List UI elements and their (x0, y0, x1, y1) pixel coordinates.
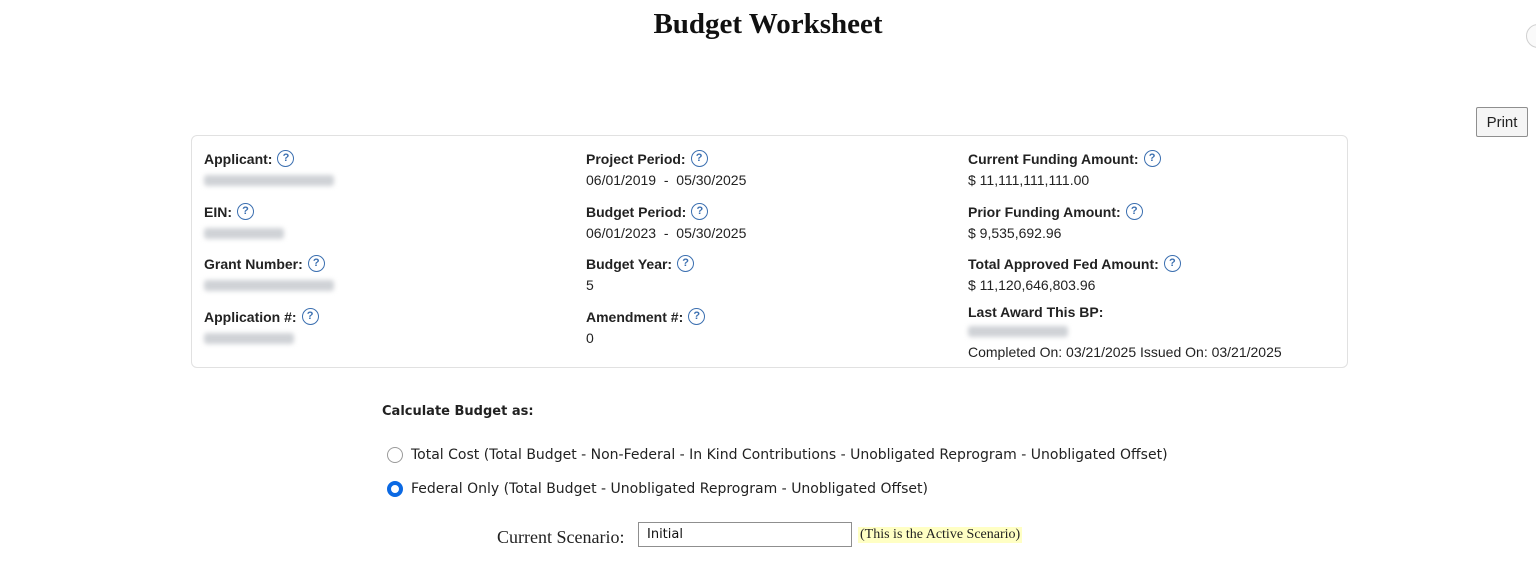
last-award-field (968, 304, 1282, 360)
budget-year-value: 5 (586, 277, 594, 293)
print-button[interactable]: Print (1476, 107, 1528, 137)
radio-unselected-icon[interactable] (387, 447, 403, 463)
redacted-last-award-value (968, 326, 1068, 337)
amendment-number-label: Amendment #: (586, 308, 684, 325)
total-approved-label: Total Approved Fed Amount: (968, 255, 1159, 272)
prior-funding-label: Prior Funding Amount: (968, 203, 1121, 220)
grant-info-panel (191, 135, 1348, 368)
prior-funding-value: $ 9,535,692.96 (968, 225, 1062, 241)
redacted-ein-value (204, 228, 284, 239)
help-icon[interactable]: ? (688, 308, 705, 325)
grant-number-label: Grant Number: (204, 255, 303, 272)
help-icon[interactable]: ? (302, 308, 319, 325)
amendment-number-field (586, 308, 705, 346)
applicant-field (204, 150, 334, 191)
help-icon[interactable]: ? (1144, 150, 1161, 167)
ein-field (204, 203, 284, 244)
help-icon[interactable]: ? (1164, 255, 1181, 272)
page-title: Budget Worksheet (653, 8, 883, 40)
calculate-budget-heading: Calculate Budget as: (382, 404, 534, 419)
total-approved-value: $ 11,120,646,803.96 (968, 277, 1096, 293)
budget-period-label: Budget Period: (586, 203, 687, 220)
federal-only-option-label: Federal Only (Total Budget - Unobligated Reprogram - Unobligated Offset) (411, 481, 928, 497)
project-period-field (586, 150, 746, 188)
help-icon[interactable]: ? (691, 150, 708, 167)
budget-year-label: Budget Year: (586, 255, 673, 272)
applicant-label: Applicant: (204, 150, 273, 167)
redacted-grant-number-value (204, 280, 334, 291)
budget-year-field (586, 255, 694, 293)
application-number-label: Application #: (204, 308, 297, 325)
prior-funding-field (968, 203, 1143, 241)
federal-only-option[interactable] (387, 481, 928, 497)
total-approved-field (968, 255, 1181, 293)
help-icon[interactable]: ? (237, 203, 254, 220)
project-period-label: Project Period: (586, 150, 686, 167)
project-period-value: 06/01/2019 - 05/30/2025 (586, 172, 747, 188)
budget-period-value: 06/01/2023 - 05/30/2025 (586, 225, 747, 241)
help-icon[interactable]: ? (691, 203, 708, 220)
help-icon[interactable]: ? (308, 255, 325, 272)
current-funding-label: Current Funding Amount: (968, 150, 1139, 167)
redacted-applicant-value (204, 175, 334, 186)
total-cost-option[interactable] (387, 447, 1168, 463)
radio-selected-icon[interactable] (387, 481, 403, 497)
current-scenario-input[interactable] (638, 522, 852, 547)
redacted-application-number-value (204, 333, 294, 344)
ein-label: EIN: (204, 203, 232, 220)
help-icon[interactable]: ? (1126, 203, 1143, 220)
current-scenario-label: Current Scenario: (497, 527, 625, 547)
help-icon[interactable]: ? (677, 255, 694, 272)
current-funding-value: $ 11,111,111,111.00 (968, 172, 1090, 188)
amendment-number-value: 0 (586, 330, 594, 346)
last-award-label: Last Award This BP: (968, 304, 1104, 320)
application-number-field (204, 308, 319, 349)
help-icon[interactable]: ? (277, 150, 294, 167)
total-cost-option-label: Total Cost (Total Budget - Non-Federal - In Kind Contributions - Unobligated Reprogram - Unobligated Offset) (411, 447, 1168, 463)
last-award-status: Completed On: 03/21/2025 Issued On: 03/21/2025 (968, 344, 1282, 360)
budget-period-field (586, 203, 746, 241)
grant-number-field (204, 255, 334, 296)
current-funding-field (968, 150, 1161, 188)
active-scenario-note: (This is the Active Scenario) (860, 527, 1021, 542)
